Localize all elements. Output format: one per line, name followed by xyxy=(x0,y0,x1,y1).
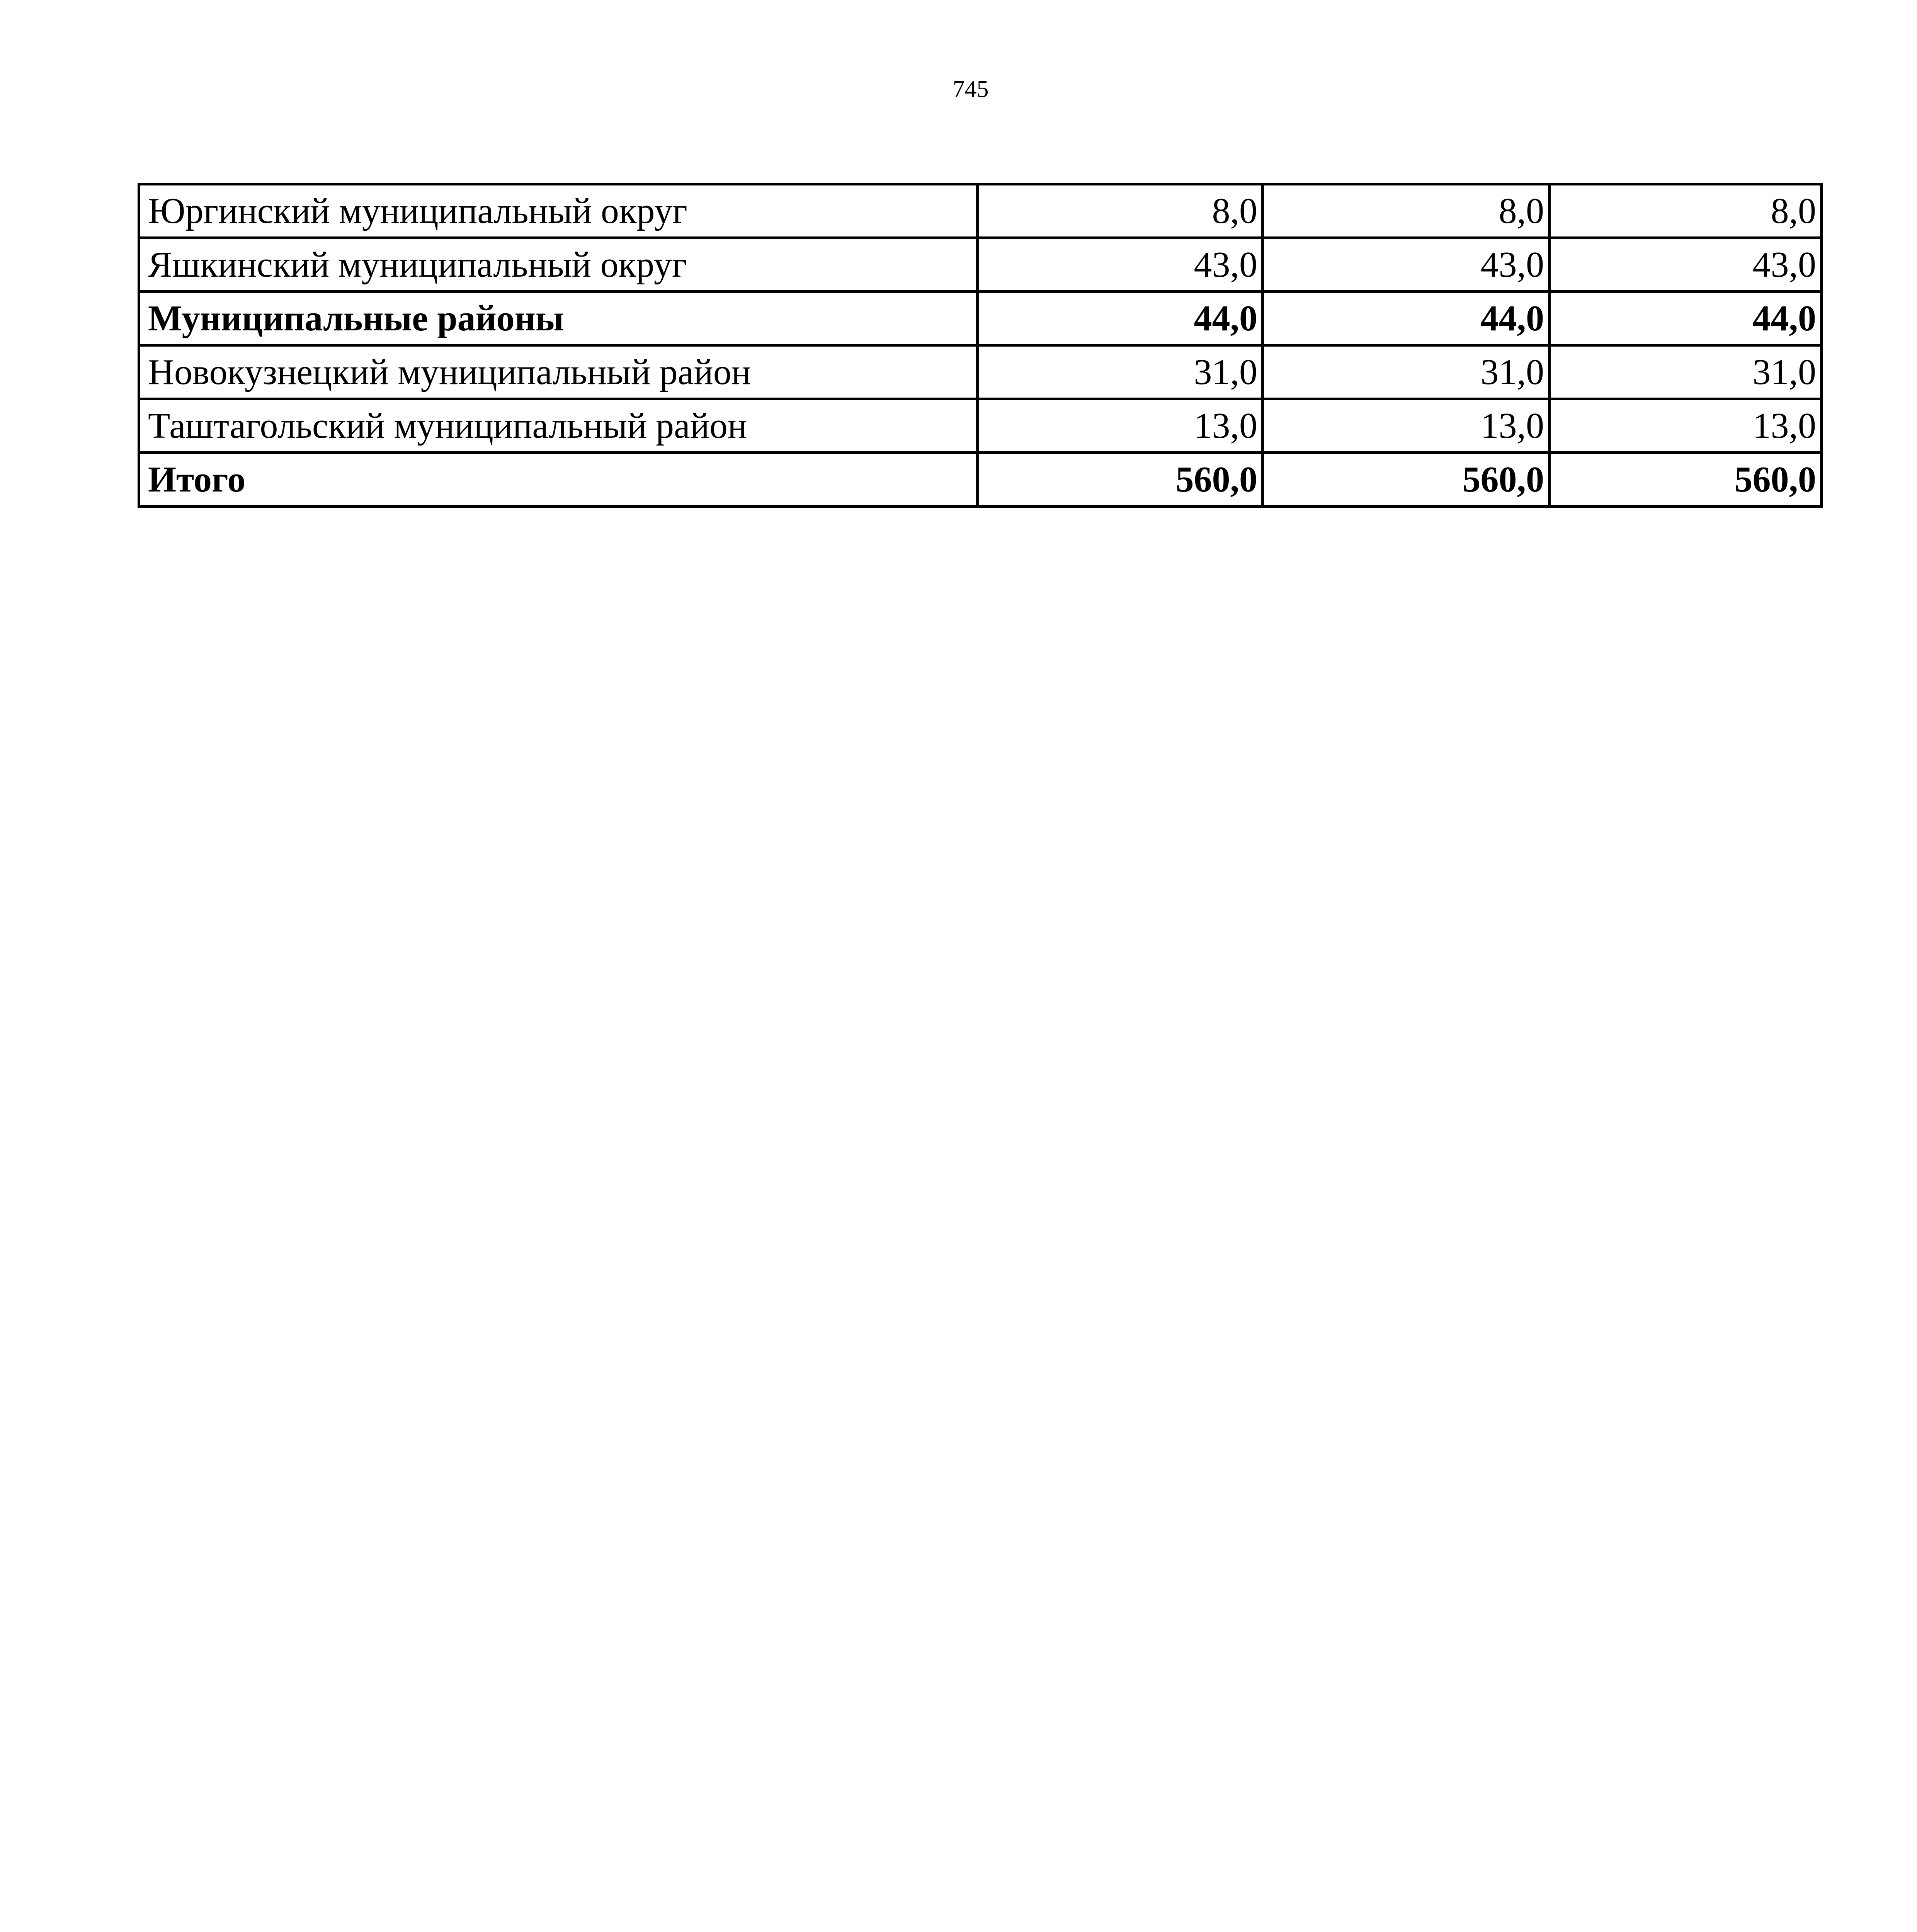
row-value: 560,0 xyxy=(978,453,1263,507)
row-value: 43,0 xyxy=(1550,238,1822,292)
table-row-total xyxy=(139,453,1822,507)
row-value: 13,0 xyxy=(1550,399,1822,453)
row-value: 8,0 xyxy=(1263,184,1550,238)
row-value: 8,0 xyxy=(978,184,1263,238)
row-value: 44,0 xyxy=(1263,292,1550,345)
row-value: 560,0 xyxy=(1263,453,1550,507)
page-number: 745 xyxy=(953,76,989,102)
budget-table xyxy=(138,183,1823,508)
row-value: 8,0 xyxy=(1550,184,1822,238)
row-value: 44,0 xyxy=(978,292,1263,345)
row-name: Юргинский муниципальный округ xyxy=(139,184,978,238)
row-value: 43,0 xyxy=(978,238,1263,292)
row-value: 44,0 xyxy=(1550,292,1822,345)
row-value: 31,0 xyxy=(978,345,1263,399)
row-value: 13,0 xyxy=(978,399,1263,453)
row-value: 13,0 xyxy=(1263,399,1550,453)
table-row xyxy=(139,238,1822,292)
table-row xyxy=(139,345,1822,399)
row-value: 43,0 xyxy=(1263,238,1550,292)
table-row-subtotal xyxy=(139,292,1822,345)
row-value: 31,0 xyxy=(1550,345,1822,399)
row-value: 31,0 xyxy=(1263,345,1550,399)
table-row xyxy=(139,399,1822,453)
row-name: Муниципальные районы xyxy=(139,292,978,345)
row-name: Яшкинский муниципальный округ xyxy=(139,238,978,292)
row-name: Итого xyxy=(139,453,978,507)
table-row xyxy=(139,184,1822,238)
row-name: Новокузнецкий муниципальный район xyxy=(139,345,978,399)
row-value: 560,0 xyxy=(1550,453,1822,507)
row-name: Таштагольский муниципальный район xyxy=(139,399,978,453)
